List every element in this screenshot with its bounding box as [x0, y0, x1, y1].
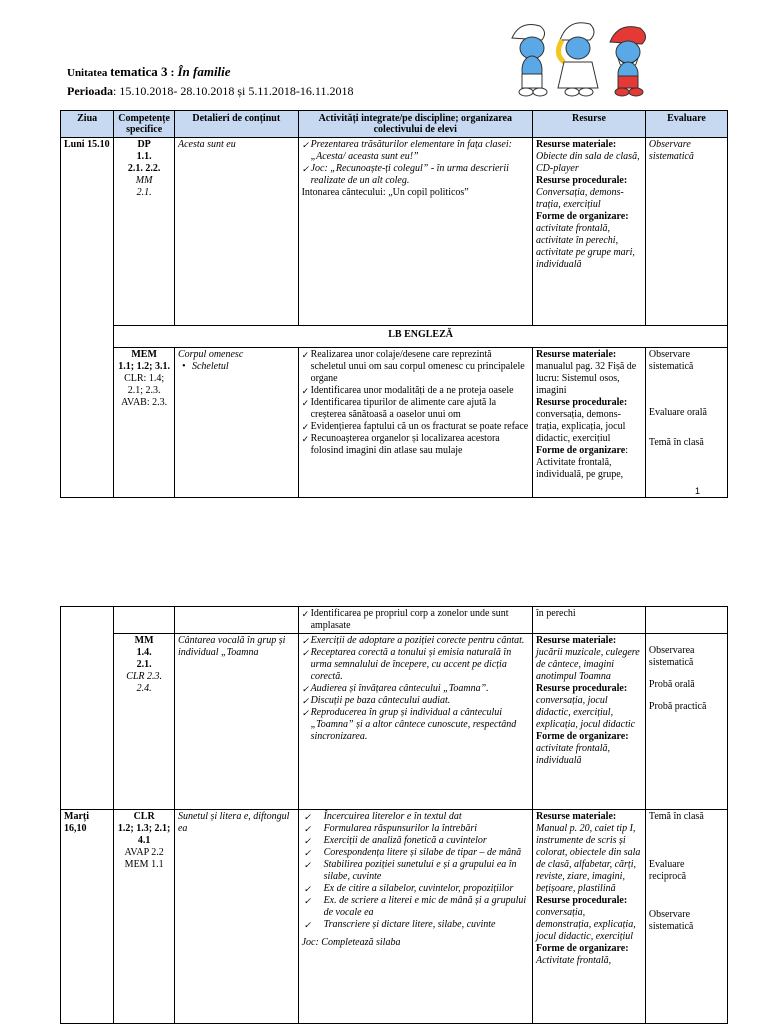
competences-cell	[114, 138, 175, 326]
list-item: ✓ Discuții pe baza cântecului audiat.	[302, 695, 529, 707]
resources-forms-label: Forme de organizare:	[535, 211, 629, 222]
resources-material: Obiecte din sala de clasă, CD-player	[535, 151, 640, 174]
list-item: ✓ Ex de citire a silabelor, cuvintelor, propozițiilor	[302, 883, 529, 895]
page-2	[0, 600, 768, 1024]
list-item: ✓ Stabilirea poziției sunetului e și a grupului ea în silabe, cuvinte	[302, 859, 529, 883]
evaluation-item: Probă orală	[648, 679, 695, 690]
content-cell	[174, 348, 298, 498]
resources-forms-label: Forme de organizare:	[535, 943, 629, 954]
comp-line: 1.4.	[136, 647, 152, 658]
col-header-evaluation: Evaluare	[645, 111, 727, 138]
plan-table-page-2	[60, 606, 728, 1024]
day-cell: Luni 15.10	[61, 138, 114, 498]
unit-title	[67, 64, 231, 80]
content-cell	[174, 607, 298, 634]
page-number: 1	[695, 486, 701, 496]
unit-label: Unitatea	[67, 67, 111, 79]
day-cell	[61, 607, 114, 810]
evaluation-item: Temă în clasă	[648, 811, 704, 822]
content-cell: Sunetul și litera e, diftongul ea	[174, 810, 298, 1024]
activities-cell	[298, 138, 532, 326]
plan-table-page-1	[60, 110, 728, 498]
resources-procedural: Conversația, demons-trația, exercițiul	[535, 187, 624, 210]
table-row	[61, 348, 728, 498]
resources-forms: Activitate frontală,	[535, 955, 612, 966]
content-title: Corpul omenesc	[177, 349, 244, 360]
evaluation-cell	[645, 607, 727, 634]
activities-cell	[298, 348, 532, 498]
evaluation-item: Evaluare reciprocă	[648, 859, 687, 882]
col-header-competences: Competențe specifice	[114, 111, 175, 138]
resources-forms: activitate frontală, individuală	[535, 743, 611, 766]
comp-line: 2.1.	[136, 187, 152, 198]
resources-cell: în perechi	[532, 607, 645, 634]
competences-cell	[114, 634, 175, 810]
page-gap	[0, 520, 768, 600]
list-item: ✓ Reproducerea în grup și individual a cântecului „Toamna” și a altor cântece cunoscute, respectând sincronizarea.	[302, 707, 529, 743]
evaluation-cell	[645, 810, 727, 1024]
smurfs-illustration	[502, 18, 662, 100]
evaluation-cell: Observare sistematică	[645, 138, 727, 326]
comp-line: AVAP 2.2	[124, 847, 164, 858]
list-item: ✓ Corespondența litere și silabe de tipar – de mână	[302, 847, 529, 859]
resources-material: manualul pag. 32 Fișă de lucru: Sistemul osos, imagini	[535, 361, 637, 396]
activity-extra: Joc: Completează silaba	[301, 937, 401, 948]
evaluation-item: Temă în clasă	[648, 437, 704, 448]
resources-material: jucării muzicale, culegere de cântece, imagini anotimpul Toamna	[535, 647, 640, 682]
competences-cell	[114, 607, 175, 634]
comp-line: DP	[137, 139, 151, 150]
smurf-left	[512, 25, 547, 97]
list-item: ✓ Identificarea tipurilor de alimente care ajută la creșterea sănătoasă a oaselor unui om	[302, 397, 529, 421]
period-label: Perioada	[67, 84, 113, 98]
competences-cell	[114, 348, 175, 498]
list-item: ✓ Transcriere și dictare litere, silabe, cuvinte	[302, 919, 529, 931]
col-header-resources: Resurse	[532, 111, 645, 138]
evaluation-item: Observarea sistematică	[648, 645, 695, 668]
comp-line: 2.1.	[136, 659, 152, 670]
col-header-day: Ziua	[61, 111, 114, 138]
resources-procedural-label: Resurse procedurale:	[535, 895, 628, 906]
resources-procedural: conversația, demons-trația, explicația, jocul didactic, exercițiul	[535, 409, 626, 444]
list-item: • Scheletul	[192, 361, 295, 373]
period-value: : 15.10.2018- 28.10.2018 și 5.11.2018-16.11.2018	[113, 84, 354, 98]
activities-cell	[298, 810, 532, 1024]
list-item: ✓ Receptarea corectă a tonului și emisia naturală în urma semnalului de începere, cu accent pe dicția corectă.	[302, 647, 529, 683]
resources-cell	[532, 348, 645, 498]
comp-line: MEM	[131, 349, 157, 360]
resources-forms	[536, 445, 642, 481]
comp-line: MM	[134, 635, 154, 646]
resources-cell	[532, 634, 645, 810]
resources-material-label: Resurse materiale:	[535, 139, 617, 150]
list-item: ✓ Realizarea unor colaje/desene care reprezintă scheletul unui om sau corpul omenesc cu principalele organe	[302, 349, 529, 385]
resources-procedural-label: Resurse procedurale:	[535, 175, 628, 186]
list-item: ✓ Recunoașterea organelor și localizarea acestora folosind imagini din atlase sau mulaje	[302, 433, 529, 457]
list-item: ✓ Identificarea pe propriul corp a zonelor unde sunt amplasate	[302, 608, 529, 632]
resources-material: Manual p. 20, caiet tip I, instrumente de scris și colorat, obiectele din sala de clasă, alfabetar, cărți, reviste, ziare, imagini, bețișoare, plastilină	[535, 823, 641, 894]
list-item: ✓ Ex. de scriere a literei e mic de mână și a grupului de vocale ea	[302, 895, 529, 919]
unit-name: În familie	[177, 64, 231, 79]
comp-line: AVAB: 2.3.	[121, 397, 168, 408]
list-item: ✓ Exerciții de adoptare a poziției corecte pentru cântat.	[302, 635, 529, 647]
resources-forms-label: Forme de organizare:	[535, 731, 629, 742]
table-row	[61, 138, 728, 326]
list-item: ✓ Exerciții de analiză fonetică a cuvintelor	[302, 835, 529, 847]
comp-line: CLR	[133, 811, 155, 822]
comp-line: 2.1. 2.2.	[127, 163, 161, 174]
resources-forms-value: : Activitate frontală, individuală, pe grupe,	[535, 445, 628, 480]
resources-forms: activitate frontală, activitate în perechi, activitate pe grupe mari, individuală	[535, 223, 635, 270]
list-item: ✓ Audierea și învățarea cântecului „Toamna”.	[302, 683, 529, 695]
resources-forms-label: Forme de organizare	[535, 445, 626, 456]
smurf-right	[610, 27, 646, 96]
unit-label-number: tematica 3	[110, 64, 168, 79]
resources-procedural-label: Resurse procedurale:	[535, 683, 628, 694]
activity-extra: Intonarea cântecului: „Un copil politicos”	[301, 187, 469, 198]
list-item: ✓ Evidențierea faptului că un os fracturat se poate reface	[302, 421, 529, 433]
period-line	[67, 84, 353, 99]
comp-line: CLR: 1.4; 2.1; 2.3.	[124, 373, 165, 396]
resources-cell	[532, 810, 645, 1024]
smurf-center	[558, 23, 598, 96]
list-item: ✓ Identificarea unor modalități de a ne proteja oasele	[302, 385, 529, 397]
table-row	[61, 634, 728, 810]
unit-separator: :	[167, 65, 178, 79]
resources-procedural: conversația, jocul didactic, exercițiul, explicația, jocul didactic	[535, 695, 636, 730]
evaluation-item: Observare sistematică	[648, 349, 694, 372]
evaluation-item: Evaluare orală	[648, 407, 707, 418]
day-cell: Marți 16,10	[61, 810, 114, 1024]
list-item: ✓ Prezentarea trăsăturilor elementare în fața clasei: „Acesta/ aceasta sunt eu!”	[302, 139, 529, 163]
activities-cell	[298, 607, 532, 634]
evaluation-item: Probă practică	[648, 701, 707, 712]
table-row	[61, 607, 728, 634]
table-row	[61, 810, 728, 1024]
resources-material-label: Resurse materiale:	[535, 811, 617, 822]
evaluation-item: Observare sistematică	[648, 909, 694, 932]
comp-line: CLR 2.3.	[126, 671, 163, 682]
competences-cell	[114, 810, 175, 1024]
evaluation-cell	[645, 634, 727, 810]
col-header-content: Detalieri de conținut	[174, 111, 298, 138]
evaluation-cell	[645, 348, 727, 498]
comp-line: 1.1.	[136, 151, 152, 162]
table-row	[61, 326, 728, 348]
comp-line: 1.1; 1.2; 3.1.	[118, 361, 170, 372]
content-cell: Acesta sunt eu	[174, 138, 298, 326]
resources-cell	[532, 138, 645, 326]
list-item: ✓ Joc: „Recunoaște-ți colegul” - în urma descrierii realizate de un alt coleg.	[302, 163, 529, 187]
resources-material-label: Resurse materiale:	[535, 349, 617, 360]
comp-line: 1.2; 1.3; 2.1; 4.1	[117, 823, 171, 846]
content-cell: Cântarea vocală în grup și individual „Toamna	[174, 634, 298, 810]
activities-cell	[298, 634, 532, 810]
col-header-activities: Activități integrate/pe discipline; organizarea colectivului de elevi	[298, 111, 532, 138]
comp-line: MEM 1.1	[124, 859, 164, 870]
comp-line: MM	[135, 175, 153, 186]
resources-procedural-label: Resurse procedurale:	[535, 397, 628, 408]
resources-material-label: Resurse materiale:	[535, 635, 617, 646]
english-lesson-row: LB ENGLEZĂ	[114, 326, 728, 348]
comp-line: 2.4.	[136, 683, 152, 694]
list-item: ✓ Încercuirea literelor e în textul dat	[302, 811, 529, 823]
resources-procedural: conversația, demonstrația, explicația, jocul didactic, exercițiul	[535, 907, 636, 942]
table-header-row	[61, 111, 728, 138]
list-item: ✓ Formularea răspunsurilor la întrebări	[302, 823, 529, 835]
